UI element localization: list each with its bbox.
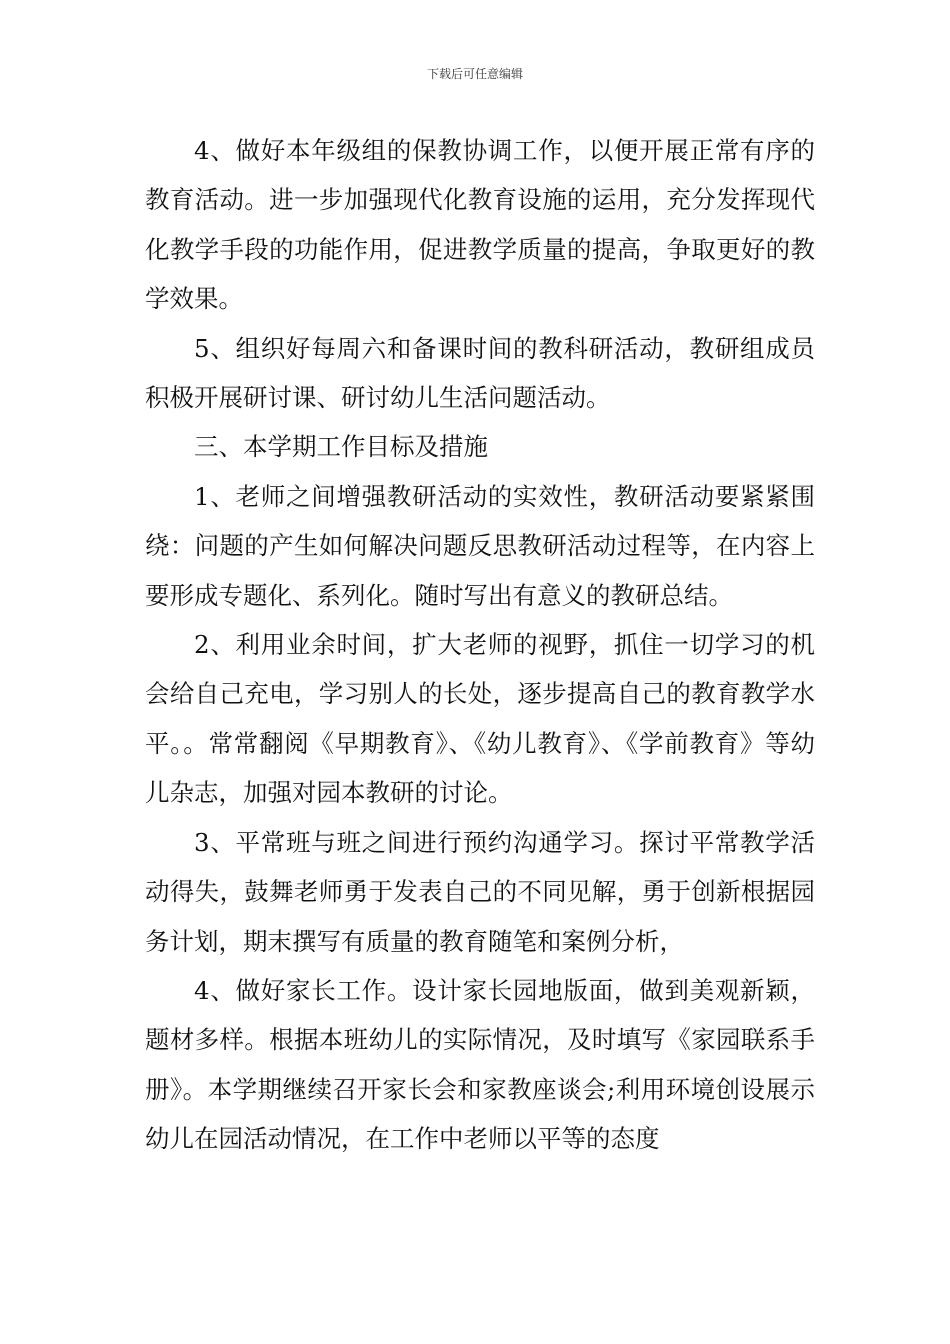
paragraph-goal-4: 4、做好家长工作。设计家长园地版面，做到美观新颖，题材多样。根据本班幼儿的实际情况，及时填写《家园联系手册》。本学期继续召开家长会和家教座谈会;利用环境创设展示幼儿在园活动情况，在工作中老师以平等的态度 [145,975,815,1154]
paragraph-goal-3: 3、平常班与班之间进行预约沟通学习。探讨平常教学活动得失，鼓舞老师勇于发表自己的不同见解，勇于创新根据园务计划，期末撰写有质量的教育随笔和案例分析， [145,827,815,956]
document-body [145,126,815,1164]
paragraph-item-4-coordination: 4、做好本年级组的保教协调工作，以便开展正常有序的教育活动。进一步加强现代化教育设施的运用，充分发挥现代化教学手段的功能作用，促进教学质量的提高，争取更好的教学效果。 [145,136,815,314]
page-header-note: 下载后可任意编辑 [426,67,523,81]
paragraph-item-5-research: 5、组织好每周六和备课时间的教科研活动，教研组成员积极开展研讨课、研讨幼儿生活问题活动。 [145,333,815,413]
paragraph-goal-2: 2、利用业余时间，扩大老师的视野，抓住一切学习的机会给自己充电，学习别人的长处，逐步提高自己的教育教学水平。。常常翻阅《早期教育》、《幼儿教育》、《学前教育》等幼儿杂志，加强对园本教研的讨论。 [145,630,815,808]
section-heading-goals: 三、本学期工作目标及措施 [194,432,488,462]
paragraph-goal-1: 1、老师之间增强教研活动的实效性，教研活动要紧紧围绕：问题的产生如何解决问题反思教研活动过程等，在内容上要形成专题化、系列化。随时写出有意义的教研总结。 [145,481,815,610]
